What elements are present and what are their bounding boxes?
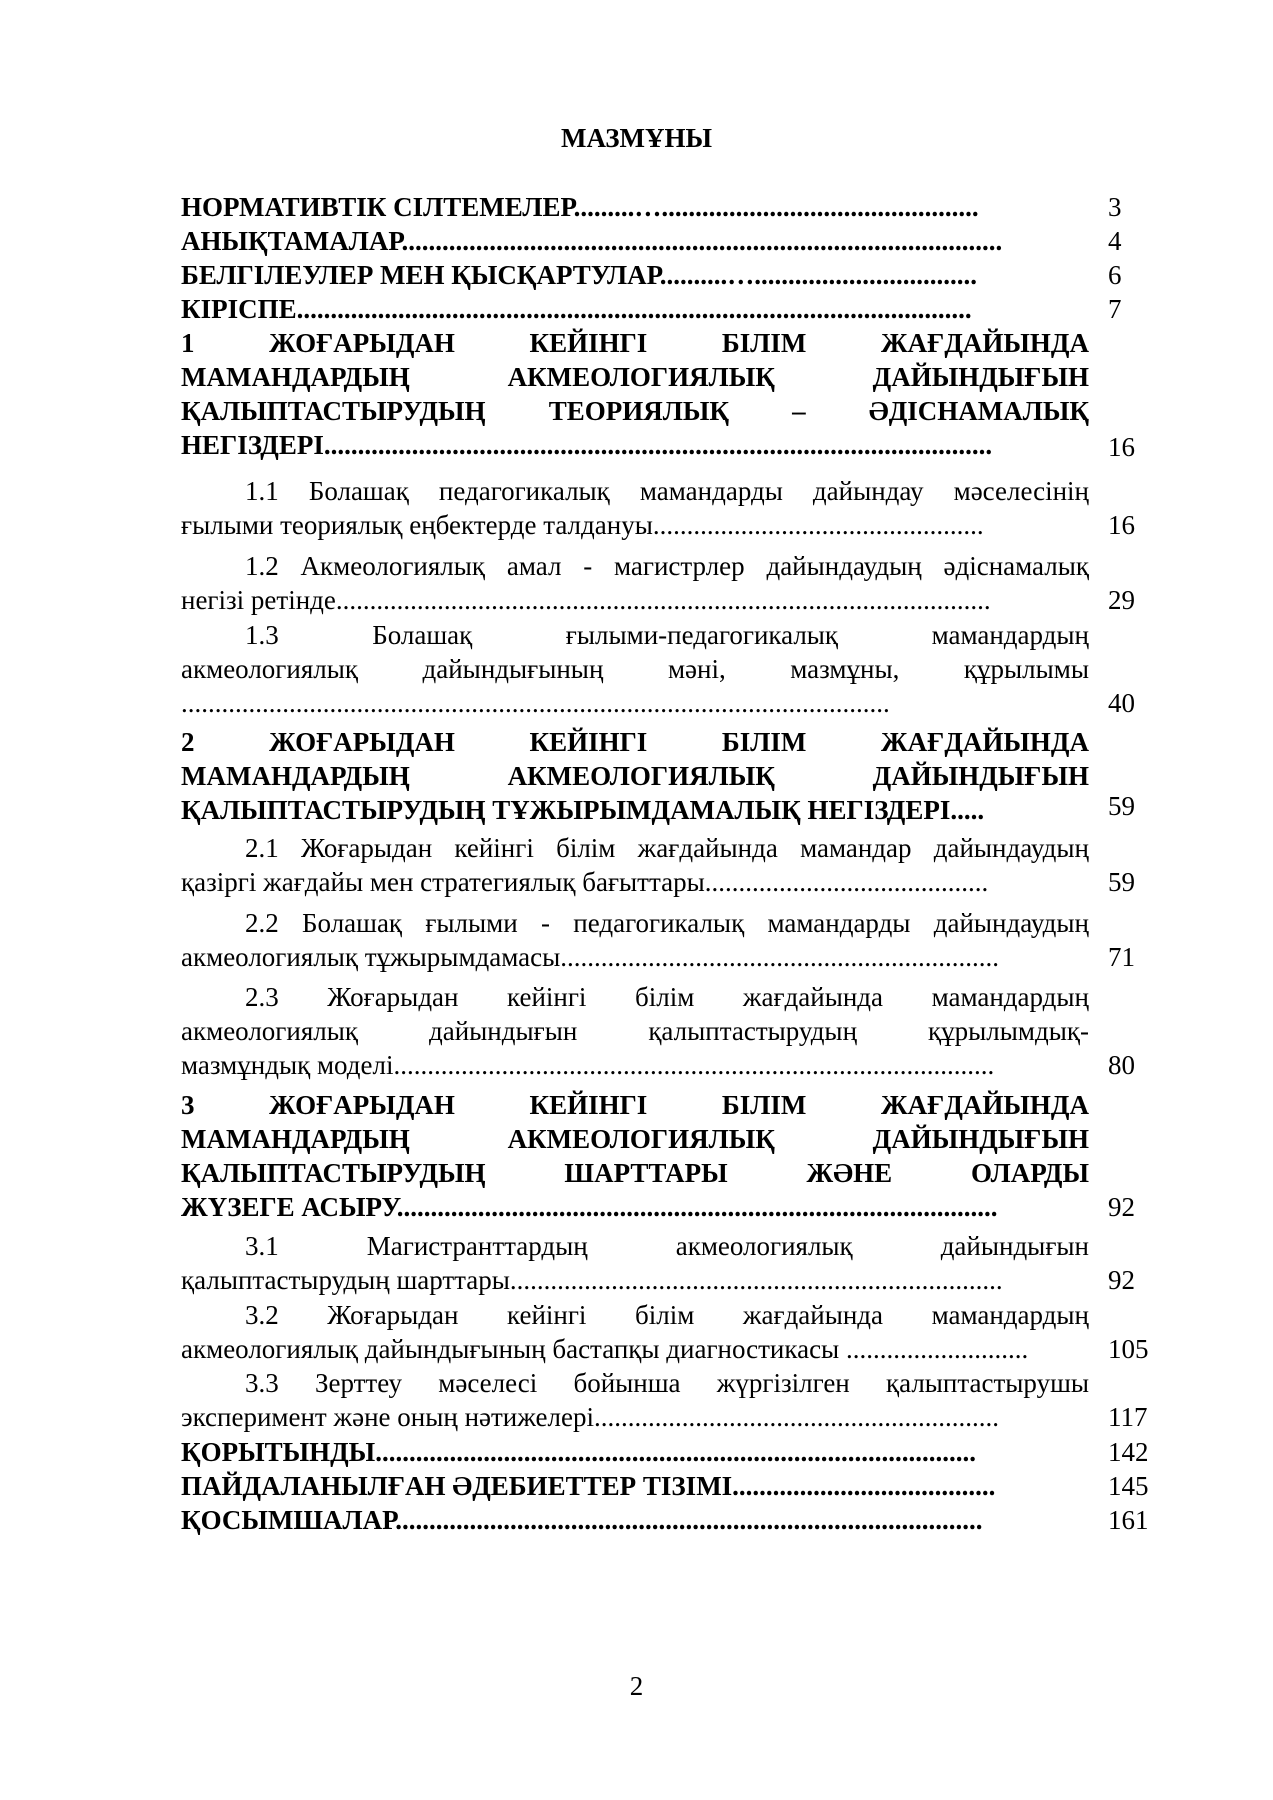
- toc-line: ҚОСЫМШАЛАР.......................................................................................: [181, 1505, 983, 1535]
- toc-line: ҚАЛЫПТАСТЫРУДЫҢ ТЕОРИЯЛЫҚ – ӘДІСНАМАЛЫҚ: [181, 396, 1089, 426]
- toc-page-number: 92: [1108, 1265, 1135, 1295]
- toc-line: ҚАЛЫПТАСТЫРУДЫҢ ШАРТТАРЫ ЖӘНЕ ОЛАРДЫ: [181, 1158, 1089, 1188]
- toc-line: 1.2 Акмеологиялық амал - магистрлер дайындаудың әдіснамалық: [245, 551, 1089, 581]
- toc-page-number: 16: [1108, 510, 1135, 540]
- toc-page-number: 3: [1108, 192, 1122, 222]
- toc-line: ғылыми теориялық еңбектерде талдануы.................................................: [181, 510, 984, 540]
- toc-line: 1.3 Болашақ ғылыми-педагогикалық мамандардың: [245, 620, 1089, 650]
- toc-line: ЖҮЗЕГЕ АСЫРУ.........................................................................................: [181, 1192, 998, 1222]
- toc-line: АНЫҚТАМАЛАР.........................................................................................: [181, 226, 1003, 256]
- toc-line: НОРМАТИВТІК СІЛТЕМЕЛЕР.........…...............................................: [181, 192, 979, 222]
- toc-line: .........................................................................................................: [181, 688, 890, 718]
- toc-line: акмеологиялық дайындығының бастапқы диагностикасы ...........................: [181, 1334, 1029, 1364]
- toc-page-number: 4: [1108, 226, 1122, 256]
- toc-line: 3.2 Жоғарыдан кейінгі білім жағдайында мамандардың: [245, 1300, 1089, 1330]
- toc-line: МАМАНДАРДЫҢ АКМЕОЛОГИЯЛЫҚ ДАЙЫНДЫҒЫН: [181, 761, 1089, 791]
- toc-page-number: 71: [1108, 942, 1135, 972]
- page-title: МАЗМҰНЫ: [560, 123, 713, 153]
- toc-line: 2 ЖОҒАРЫДАН КЕЙІНГІ БІЛІМ ЖАҒДАЙЫНДА: [181, 727, 1089, 757]
- toc-line: НЕГІЗДЕРІ...................................................................................................: [181, 430, 993, 460]
- toc-page-number: 117: [1108, 1402, 1148, 1432]
- toc-line: 1.1 Болашақ педагогикалық мамандарды дайындау мәселесінің: [245, 476, 1089, 506]
- toc-page-number: 40: [1108, 688, 1135, 718]
- toc-line: МАМАНДАРДЫҢ АКМЕОЛОГИЯЛЫҚ ДАЙЫНДЫҒЫН: [181, 1124, 1089, 1154]
- page-number: 2: [629, 1671, 644, 1701]
- toc-line: акмеологиялық дайындығын қалыптастырудың құрылымдық-: [181, 1016, 1089, 1046]
- toc-line: 3.3 Зерттеу мәселесі бойынша жүргізілген қалыптастырушы: [245, 1368, 1089, 1398]
- toc-line: МАМАНДАРДЫҢ АКМЕОЛОГИЯЛЫҚ ДАЙЫНДЫҒЫН: [181, 362, 1089, 392]
- toc-line: ҚОРЫТЫНДЫ.........................................................................................: [181, 1437, 976, 1467]
- toc-line: 1 ЖОҒАРЫДАН КЕЙІНГІ БІЛІМ ЖАҒДАЙЫНДА: [181, 328, 1089, 358]
- toc-line: негізі ретінде.................................................................................................: [181, 585, 991, 615]
- toc-page-number: 16: [1108, 432, 1135, 462]
- toc-line: ПАЙДАЛАНЫЛҒАН ӘДЕБИЕТТЕР ТІЗІМІ.......................................: [181, 1471, 996, 1501]
- toc-line: акмеологиялық дайындығының мәні, мазмұны, құрылымы: [181, 654, 1089, 684]
- toc-line: эксперимент және оның нәтижелері............................................................: [181, 1402, 1000, 1432]
- toc-page-number: 59: [1108, 791, 1135, 821]
- toc-page-number: 29: [1108, 585, 1135, 615]
- toc-line: 3.1 Магистранттардың акмеологиялық дайындығын: [245, 1231, 1089, 1261]
- toc-line: акмеологиялық тұжырымдамасы.................................................................: [181, 942, 1000, 972]
- toc-line: мазмұндық моделі.........................................................................................: [181, 1050, 995, 1080]
- toc-page-number: 59: [1108, 867, 1135, 897]
- toc-page-number: 6: [1108, 260, 1122, 290]
- toc-line: қалыптастырудың шарттары.........................................................................: [181, 1265, 1003, 1295]
- toc-line: 2.2 Болашақ ғылыми - педагогикалық мамандарды дайындаудың: [245, 908, 1089, 938]
- toc-line: БЕЛГІЛЕУЛЕР МЕН ҚЫСҚАРТУЛАР..........….................................: [181, 260, 978, 290]
- toc-line: КІРІСПЕ....................................................................................................: [181, 294, 972, 324]
- toc-page-number: 142: [1108, 1437, 1149, 1467]
- toc-line: 3 ЖОҒАРЫДАН КЕЙІНГІ БІЛІМ ЖАҒДАЙЫНДА: [181, 1090, 1089, 1120]
- toc-page-number: 92: [1108, 1192, 1135, 1222]
- toc-page-number: 80: [1108, 1050, 1135, 1080]
- toc-line: 2.3 Жоғарыдан кейінгі білім жағдайында мамандардың: [245, 982, 1089, 1012]
- toc-line: қазіргі жағдайы мен стратегиялық бағыттары..........................................: [181, 867, 989, 897]
- toc-line: 2.1 Жоғарыдан кейінгі білім жағдайында мамандар дайындаудың: [245, 833, 1089, 863]
- toc-page-number: 7: [1108, 294, 1122, 324]
- toc-page-number: 161: [1108, 1505, 1149, 1535]
- toc-line: ҚАЛЫПТАСТЫРУДЫҢ ТҰЖЫРЫМДАМАЛЫҚ НЕГІЗДЕРІ.....: [181, 795, 985, 825]
- toc-page-number: 105: [1108, 1334, 1149, 1364]
- toc-page-number: 145: [1108, 1471, 1149, 1501]
